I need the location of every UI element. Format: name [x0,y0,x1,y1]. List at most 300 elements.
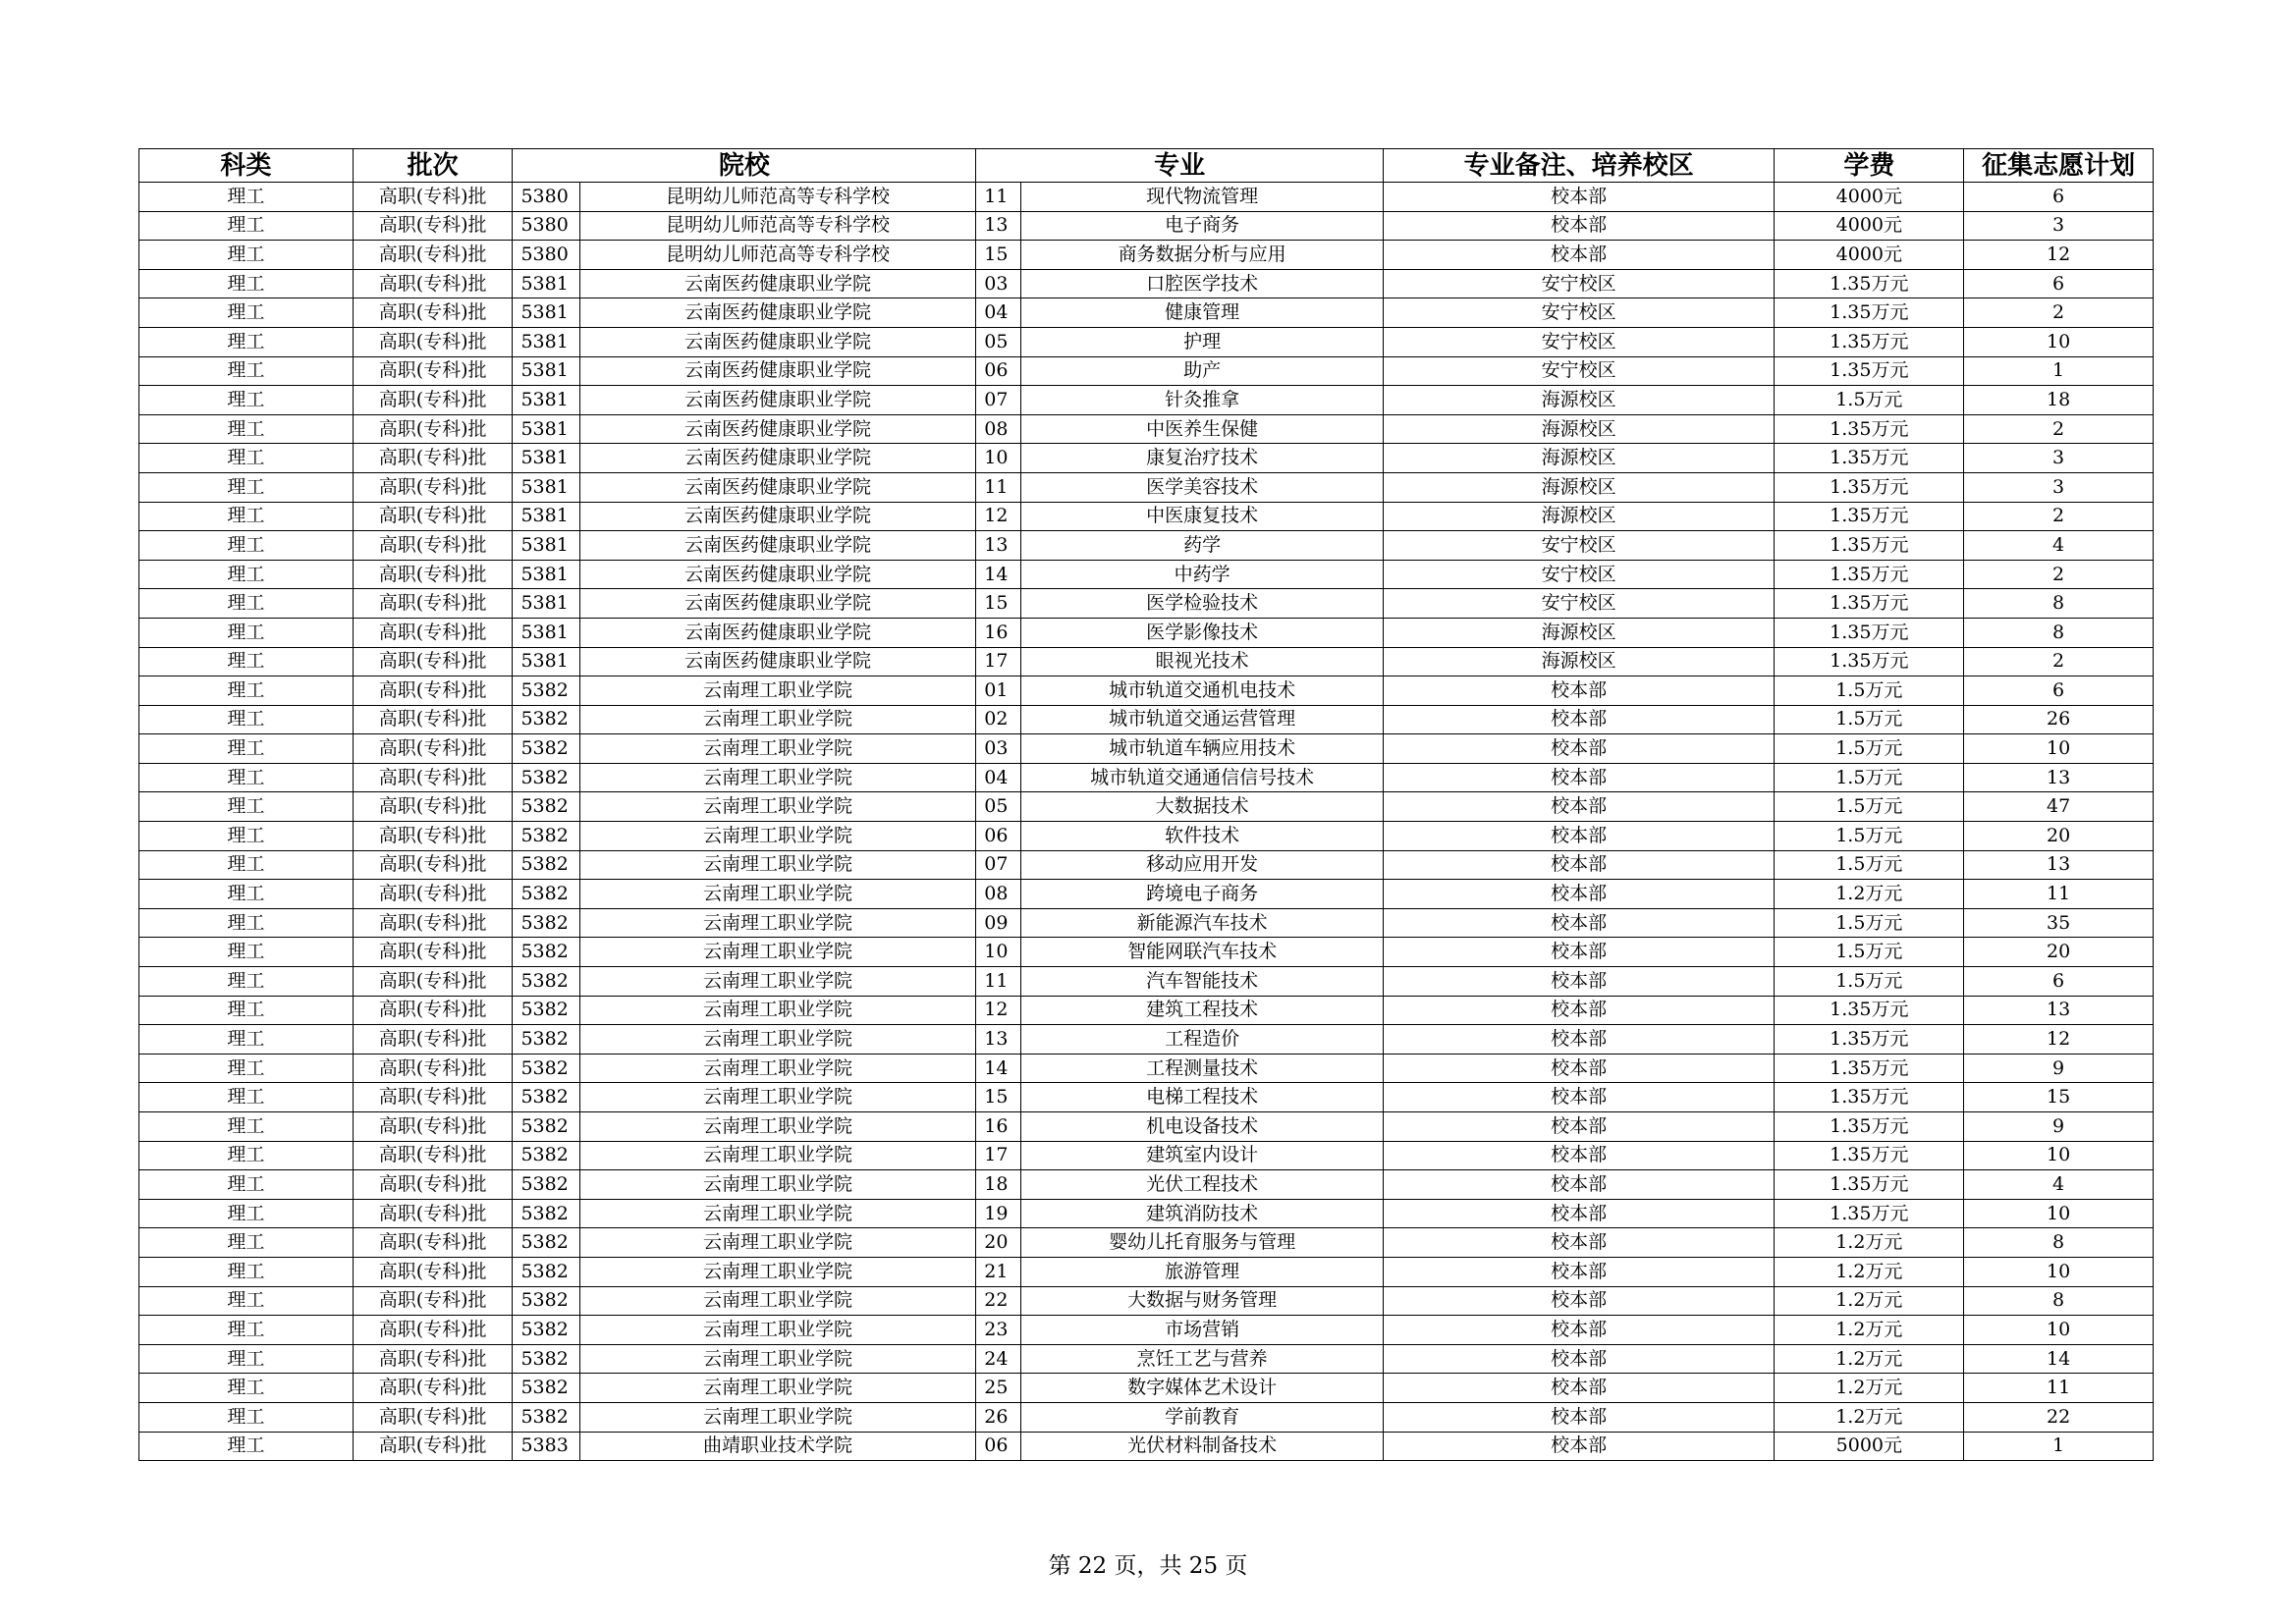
cell-category: 理工 [139,1286,354,1316]
table-row [139,1374,2154,1403]
table-row [139,618,2154,647]
cell-batch: 高职(专科)批 [353,676,513,706]
table-row [139,531,2154,561]
cell-batch: 高职(专科)批 [353,996,513,1025]
cell-tuition: 1.2万元 [1775,1228,1964,1258]
cell-note: 校本部 [1383,183,1775,212]
cell-major-name: 汽车智能技术 [1021,967,1383,997]
cell-plan: 10 [1964,1316,2154,1345]
cell-major-name: 医学美容技术 [1021,472,1383,502]
cell-category: 理工 [139,589,354,619]
header-category: 科类 [139,149,354,183]
header-row [139,149,2154,183]
cell-plan: 2 [1964,647,2154,676]
cell-note: 安宁校区 [1383,356,1775,386]
cell-plan: 10 [1964,1141,2154,1170]
cell-batch: 高职(专科)批 [353,589,513,619]
page-number: 第 22 页，共 25 页 [1048,1553,1248,1579]
header-tuition: 学费 [1775,149,1964,183]
cell-major-name: 新能源汽车技术 [1021,908,1383,938]
cell-tuition: 1.35万元 [1775,531,1964,561]
cell-school-code: 5381 [513,444,579,473]
cell-category: 理工 [139,298,354,328]
cell-category: 理工 [139,241,354,270]
cell-batch: 高职(专科)批 [353,472,513,502]
cell-batch: 高职(专科)批 [353,1199,513,1228]
cell-category: 理工 [139,1141,354,1170]
table-row [139,705,2154,734]
cell-category: 理工 [139,1112,354,1142]
cell-note: 校本部 [1383,792,1775,822]
cell-batch: 高职(专科)批 [353,1170,513,1200]
cell-note: 校本部 [1383,1286,1775,1316]
cell-tuition: 1.35万元 [1775,1025,1964,1055]
cell-tuition: 1.35万元 [1775,472,1964,502]
cell-category: 理工 [139,908,354,938]
cell-tuition: 1.5万元 [1775,938,1964,967]
cell-note: 校本部 [1383,705,1775,734]
cell-school-code: 5381 [513,560,579,589]
cell-school-name: 云南医药健康职业学院 [579,589,976,619]
cell-plan: 3 [1964,472,2154,502]
cell-note: 校本部 [1383,967,1775,997]
cell-school-code: 5381 [513,356,579,386]
table-row [139,241,2154,270]
cell-category: 理工 [139,850,354,880]
cell-major-name: 眼视光技术 [1021,647,1383,676]
cell-tuition: 1.35万元 [1775,298,1964,328]
cell-batch: 高职(专科)批 [353,822,513,851]
cell-school-name: 云南理工职业学院 [579,822,976,851]
cell-batch: 高职(专科)批 [353,967,513,997]
cell-school-name: 云南医药健康职业学院 [579,618,976,647]
cell-category: 理工 [139,560,354,589]
table-row [139,298,2154,328]
table-row [139,1402,2154,1432]
cell-batch: 高职(专科)批 [353,1228,513,1258]
cell-tuition: 1.5万元 [1775,734,1964,764]
cell-major-code: 17 [976,1141,1021,1170]
cell-tuition: 1.2万元 [1775,1344,1964,1374]
cell-note: 海源校区 [1383,472,1775,502]
cell-school-name: 昆明幼儿师范高等专科学校 [579,183,976,212]
cell-batch: 高职(专科)批 [353,502,513,531]
cell-tuition: 5000元 [1775,1432,1964,1461]
table-row [139,444,2154,473]
cell-school-name: 云南理工职业学院 [579,1083,976,1112]
cell-major-name: 跨境电子商务 [1021,880,1383,909]
cell-note: 校本部 [1383,1432,1775,1461]
cell-major-name: 建筑工程技术 [1021,996,1383,1025]
cell-school-name: 云南理工职业学院 [579,1228,976,1258]
cell-plan: 8 [1964,1228,2154,1258]
cell-major-name: 中医养生保健 [1021,414,1383,444]
cell-tuition: 1.5万元 [1775,850,1964,880]
cell-school-code: 5382 [513,1199,579,1228]
cell-plan: 3 [1964,444,2154,473]
table-row [139,676,2154,706]
cell-school-name: 云南理工职业学院 [579,1374,976,1403]
cell-batch: 高职(专科)批 [353,1257,513,1286]
cell-plan: 15 [1964,1083,2154,1112]
cell-major-code: 02 [976,705,1021,734]
table-row [139,1286,2154,1316]
cell-major-name: 健康管理 [1021,298,1383,328]
cell-tuition: 1.35万元 [1775,1112,1964,1142]
cell-school-name: 云南医药健康职业学院 [579,298,976,328]
cell-note: 海源校区 [1383,414,1775,444]
cell-major-name: 药学 [1021,531,1383,561]
cell-school-name: 云南医药健康职业学院 [579,327,976,356]
cell-major-code: 03 [976,269,1021,298]
table-row [139,502,2154,531]
cell-major-name: 现代物流管理 [1021,183,1383,212]
cell-category: 理工 [139,1054,354,1083]
cell-batch: 高职(专科)批 [353,880,513,909]
cell-category: 理工 [139,502,354,531]
cell-note: 校本部 [1383,1344,1775,1374]
cell-note: 校本部 [1383,1054,1775,1083]
cell-plan: 2 [1964,298,2154,328]
cell-major-code: 06 [976,822,1021,851]
cell-plan: 13 [1964,850,2154,880]
cell-major-code: 07 [976,386,1021,415]
header-major: 专业 [976,149,1384,183]
cell-major-name: 中药学 [1021,560,1383,589]
cell-note: 校本部 [1383,850,1775,880]
cell-note: 校本部 [1383,734,1775,764]
cell-school-name: 云南理工职业学院 [579,1257,976,1286]
cell-batch: 高职(专科)批 [353,356,513,386]
cell-major-code: 17 [976,647,1021,676]
table-row [139,734,2154,764]
cell-school-name: 云南医药健康职业学院 [579,560,976,589]
cell-school-code: 5381 [513,618,579,647]
cell-major-code: 19 [976,1199,1021,1228]
cell-major-name: 商务数据分析与应用 [1021,241,1383,270]
cell-category: 理工 [139,386,354,415]
cell-plan: 1 [1964,1432,2154,1461]
cell-note: 校本部 [1383,676,1775,706]
cell-plan: 9 [1964,1054,2154,1083]
table-row [139,880,2154,909]
cell-tuition: 1.35万元 [1775,996,1964,1025]
cell-school-code: 5382 [513,1316,579,1345]
cell-note: 校本部 [1383,1228,1775,1258]
cell-note: 校本部 [1383,822,1775,851]
cell-school-code: 5382 [513,996,579,1025]
cell-tuition: 1.5万元 [1775,676,1964,706]
header-plan: 征集志愿计划 [1964,149,2154,183]
cell-school-name: 云南医药健康职业学院 [579,502,976,531]
cell-major-code: 18 [976,1170,1021,1200]
cell-category: 理工 [139,763,354,792]
cell-school-code: 5382 [513,908,579,938]
cell-tuition: 1.2万元 [1775,1286,1964,1316]
cell-plan: 4 [1964,1170,2154,1200]
table-row [139,211,2154,241]
cell-category: 理工 [139,822,354,851]
cell-note: 校本部 [1383,763,1775,792]
table-body [139,183,2154,1461]
cell-school-code: 5382 [513,1112,579,1142]
cell-school-code: 5382 [513,1141,579,1170]
cell-note: 校本部 [1383,1257,1775,1286]
cell-category: 理工 [139,880,354,909]
header-note: 专业备注、培养校区 [1383,149,1775,183]
cell-category: 理工 [139,1432,354,1461]
cell-major-code: 13 [976,211,1021,241]
cell-note: 校本部 [1383,880,1775,909]
cell-batch: 高职(专科)批 [353,1432,513,1461]
cell-tuition: 1.5万元 [1775,822,1964,851]
cell-major-name: 工程测量技术 [1021,1054,1383,1083]
table-row [139,1257,2154,1286]
cell-school-name: 云南理工职业学院 [579,1402,976,1432]
cell-tuition: 1.35万元 [1775,356,1964,386]
cell-plan: 1 [1964,356,2154,386]
cell-plan: 11 [1964,880,2154,909]
table-row [139,560,2154,589]
cell-batch: 高职(专科)批 [353,1402,513,1432]
table-row [139,1054,2154,1083]
cell-school-code: 5382 [513,850,579,880]
cell-tuition: 4000元 [1775,211,1964,241]
table-row [139,938,2154,967]
cell-major-name: 光伏工程技术 [1021,1170,1383,1200]
cell-major-name: 电子商务 [1021,211,1383,241]
cell-tuition: 1.5万元 [1775,792,1964,822]
cell-tuition: 1.5万元 [1775,386,1964,415]
cell-major-code: 21 [976,1257,1021,1286]
cell-tuition: 1.2万元 [1775,1402,1964,1432]
cell-major-name: 移动应用开发 [1021,850,1383,880]
cell-note: 校本部 [1383,1112,1775,1142]
cell-major-name: 针灸推拿 [1021,386,1383,415]
cell-plan: 35 [1964,908,2154,938]
cell-school-code: 5382 [513,1257,579,1286]
table-row [139,1228,2154,1258]
cell-plan: 6 [1964,676,2154,706]
cell-tuition: 1.35万元 [1775,269,1964,298]
table-row [139,414,2154,444]
cell-category: 理工 [139,1374,354,1403]
cell-major-name: 婴幼儿托育服务与管理 [1021,1228,1383,1258]
table-row [139,763,2154,792]
cell-category: 理工 [139,1344,354,1374]
cell-category: 理工 [139,996,354,1025]
cell-major-name: 城市轨道车辆应用技术 [1021,734,1383,764]
cell-school-code: 5382 [513,967,579,997]
cell-batch: 高职(专科)批 [353,1083,513,1112]
cell-major-code: 25 [976,1374,1021,1403]
cell-note: 安宁校区 [1383,531,1775,561]
cell-school-code: 5382 [513,705,579,734]
cell-plan: 47 [1964,792,2154,822]
cell-school-name: 云南理工职业学院 [579,705,976,734]
cell-plan: 10 [1964,734,2154,764]
cell-major-code: 16 [976,1112,1021,1142]
cell-note: 安宁校区 [1383,298,1775,328]
cell-note: 校本部 [1383,1083,1775,1112]
cell-note: 海源校区 [1383,444,1775,473]
cell-category: 理工 [139,1257,354,1286]
cell-major-code: 15 [976,241,1021,270]
cell-major-name: 城市轨道交通机电技术 [1021,676,1383,706]
cell-tuition: 1.5万元 [1775,967,1964,997]
cell-major-code: 13 [976,1025,1021,1055]
cell-school-code: 5382 [513,792,579,822]
cell-school-code: 5381 [513,414,579,444]
table-row [139,822,2154,851]
cell-major-name: 建筑消防技术 [1021,1199,1383,1228]
cell-school-code: 5381 [513,531,579,561]
cell-batch: 高职(专科)批 [353,938,513,967]
cell-school-name: 曲靖职业技术学院 [579,1432,976,1461]
cell-batch: 高职(专科)批 [353,908,513,938]
cell-school-code: 5380 [513,183,579,212]
cell-major-name: 机电设备技术 [1021,1112,1383,1142]
cell-major-name: 中医康复技术 [1021,502,1383,531]
cell-major-code: 09 [976,908,1021,938]
cell-plan: 18 [1964,386,2154,415]
cell-school-name: 云南理工职业学院 [579,938,976,967]
table-row [139,850,2154,880]
cell-major-code: 24 [976,1344,1021,1374]
cell-school-code: 5381 [513,647,579,676]
cell-category: 理工 [139,1025,354,1055]
cell-plan: 6 [1964,269,2154,298]
table-row [139,1199,2154,1228]
cell-school-code: 5381 [513,298,579,328]
cell-major-code: 01 [976,676,1021,706]
cell-plan: 6 [1964,967,2154,997]
cell-school-name: 云南理工职业学院 [579,1286,976,1316]
table-row [139,1432,2154,1461]
cell-note: 安宁校区 [1383,560,1775,589]
cell-school-name: 云南医药健康职业学院 [579,472,976,502]
cell-batch: 高职(专科)批 [353,1054,513,1083]
cell-tuition: 4000元 [1775,241,1964,270]
header-school: 院校 [513,149,976,183]
cell-school-name: 云南理工职业学院 [579,850,976,880]
table-row [139,1025,2154,1055]
cell-tuition: 1.2万元 [1775,1316,1964,1345]
cell-category: 理工 [139,967,354,997]
cell-batch: 高职(专科)批 [353,705,513,734]
table-row [139,356,2154,386]
cell-major-code: 26 [976,1402,1021,1432]
cell-plan: 14 [1964,1344,2154,1374]
cell-major-code: 06 [976,356,1021,386]
cell-school-name: 云南理工职业学院 [579,908,976,938]
cell-category: 理工 [139,414,354,444]
cell-major-name: 工程造价 [1021,1025,1383,1055]
cell-school-code: 5382 [513,676,579,706]
cell-batch: 高职(专科)批 [353,618,513,647]
cell-tuition: 1.35万元 [1775,1141,1964,1170]
table-row [139,589,2154,619]
cell-school-name: 昆明幼儿师范高等专科学校 [579,241,976,270]
cell-batch: 高职(专科)批 [353,327,513,356]
cell-category: 理工 [139,618,354,647]
cell-batch: 高职(专科)批 [353,241,513,270]
cell-plan: 10 [1964,327,2154,356]
cell-batch: 高职(专科)批 [353,1286,513,1316]
cell-plan: 8 [1964,589,2154,619]
cell-note: 安宁校区 [1383,327,1775,356]
cell-major-code: 11 [976,967,1021,997]
cell-school-name: 云南医药健康职业学院 [579,444,976,473]
table-row [139,967,2154,997]
cell-major-code: 15 [976,589,1021,619]
cell-category: 理工 [139,1170,354,1200]
cell-school-name: 云南理工职业学院 [579,1170,976,1200]
table-row [139,1316,2154,1345]
cell-school-name: 云南理工职业学院 [579,763,976,792]
cell-school-code: 5382 [513,822,579,851]
cell-batch: 高职(专科)批 [353,560,513,589]
table-row [139,269,2154,298]
table-row [139,1170,2154,1200]
cell-tuition: 1.35万元 [1775,647,1964,676]
cell-plan: 2 [1964,414,2154,444]
cell-major-code: 14 [976,560,1021,589]
cell-category: 理工 [139,705,354,734]
cell-tuition: 1.35万元 [1775,1199,1964,1228]
cell-major-code: 20 [976,1228,1021,1258]
cell-school-code: 5382 [513,880,579,909]
cell-school-name: 云南理工职业学院 [579,1054,976,1083]
cell-major-code: 10 [976,938,1021,967]
cell-plan: 3 [1964,211,2154,241]
cell-major-name: 城市轨道交通通信信号技术 [1021,763,1383,792]
cell-batch: 高职(专科)批 [353,1344,513,1374]
cell-plan: 10 [1964,1257,2154,1286]
cell-major-code: 08 [976,414,1021,444]
cell-batch: 高职(专科)批 [353,298,513,328]
cell-school-code: 5382 [513,1170,579,1200]
cell-plan: 2 [1964,560,2154,589]
cell-tuition: 1.35万元 [1775,618,1964,647]
cell-category: 理工 [139,647,354,676]
table-row [139,1344,2154,1374]
cell-batch: 高职(专科)批 [353,1141,513,1170]
cell-school-name: 云南理工职业学院 [579,792,976,822]
cell-plan: 6 [1964,183,2154,212]
cell-major-code: 08 [976,880,1021,909]
cell-category: 理工 [139,444,354,473]
cell-note: 校本部 [1383,908,1775,938]
cell-tuition: 1.35万元 [1775,1054,1964,1083]
cell-tuition: 1.2万元 [1775,1374,1964,1403]
cell-school-name: 云南理工职业学院 [579,1316,976,1345]
cell-tuition: 1.5万元 [1775,763,1964,792]
cell-major-code: 04 [976,763,1021,792]
cell-note: 校本部 [1383,1199,1775,1228]
cell-plan: 9 [1964,1112,2154,1142]
cell-note: 校本部 [1383,938,1775,967]
cell-school-code: 5381 [513,472,579,502]
table-row [139,1083,2154,1112]
cell-plan: 12 [1964,241,2154,270]
cell-tuition: 1.35万元 [1775,444,1964,473]
cell-school-code: 5381 [513,327,579,356]
table-row [139,1141,2154,1170]
cell-major-name: 烹饪工艺与营养 [1021,1344,1383,1374]
cell-tuition: 1.5万元 [1775,908,1964,938]
cell-school-code: 5381 [513,589,579,619]
